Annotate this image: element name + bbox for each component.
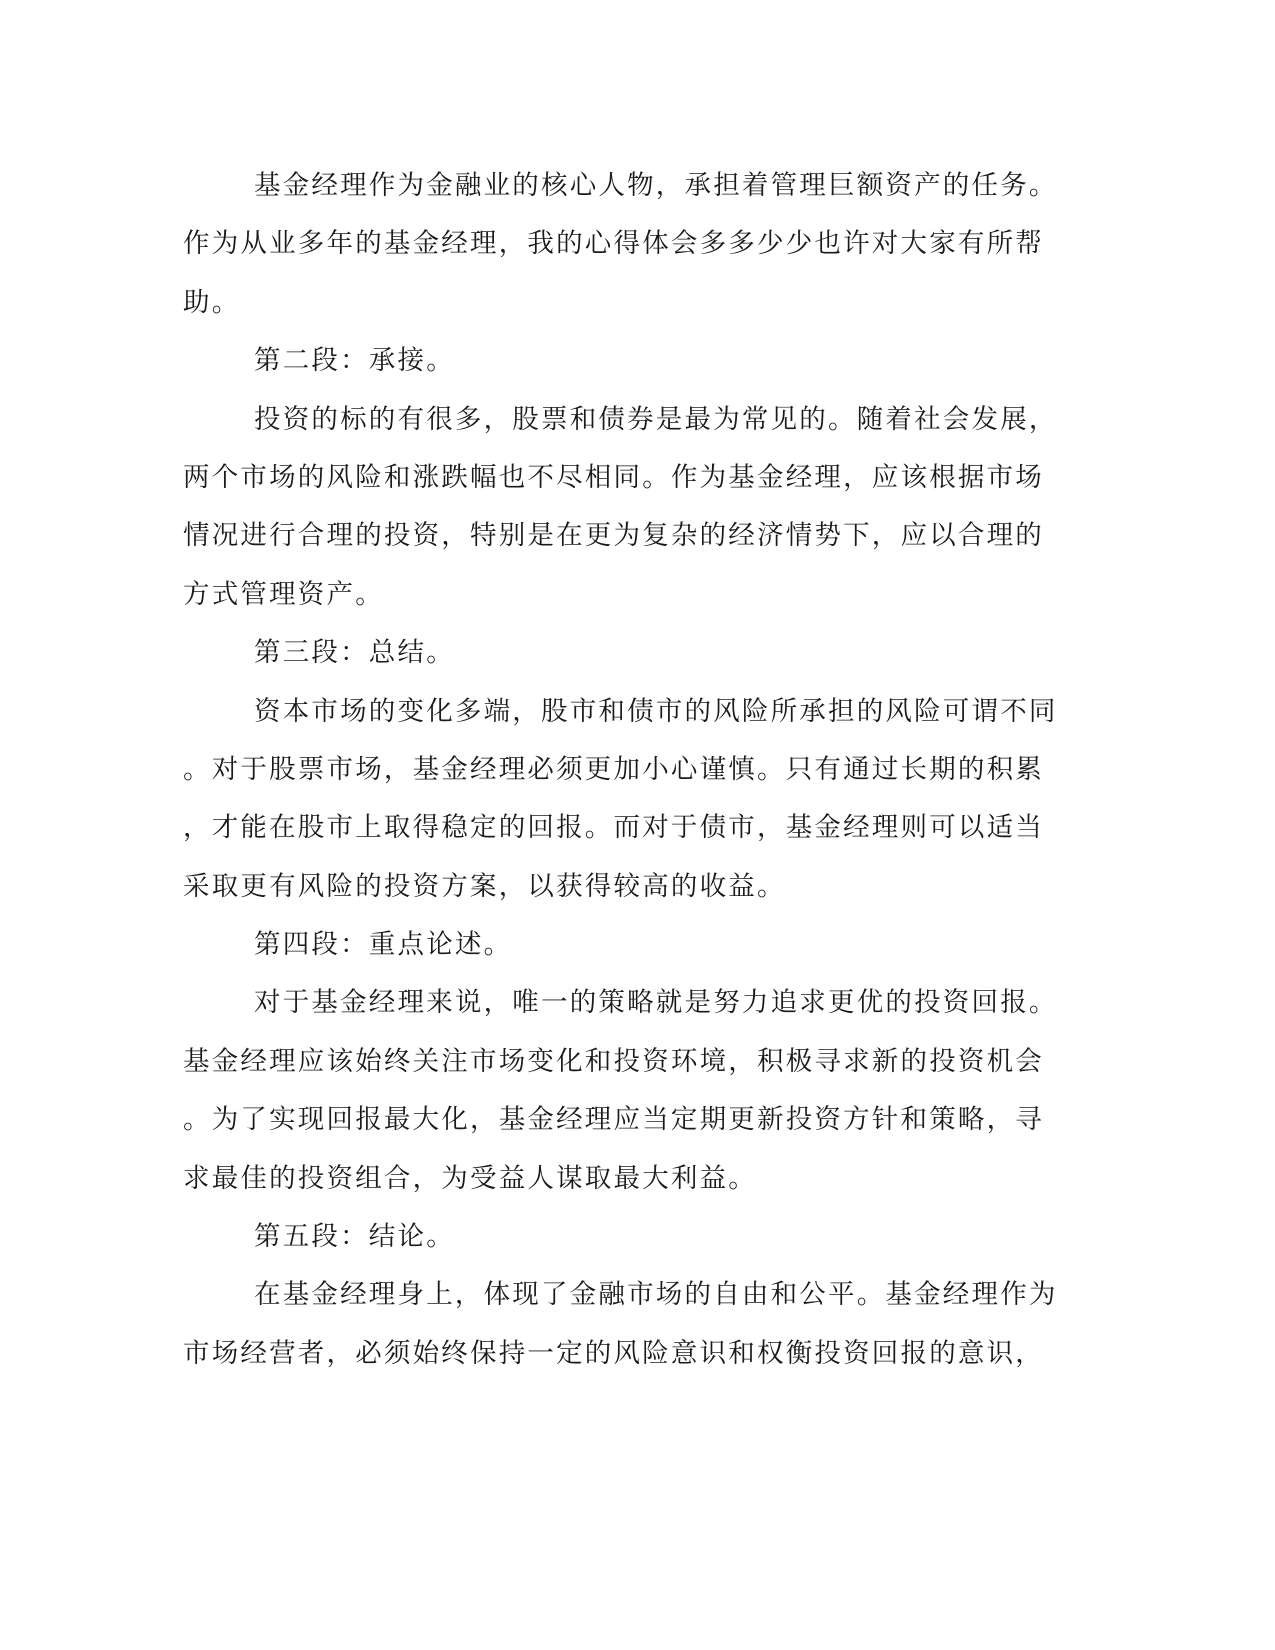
paragraph-line: 资本市场的变化多端，股市和债市的风险所承担的风险可谓不同 bbox=[254, 695, 1058, 727]
paragraph-line: 。为了实现回报最大化，基金经理应当定期更新投资方针和策略，寻 bbox=[183, 1104, 1044, 1136]
section-heading: 第三段：总结。 bbox=[254, 637, 455, 669]
section-heading: 第二段：承接。 bbox=[254, 345, 455, 377]
paragraph-line: 作为从业多年的基金经理，我的心得体会多多少少也许对大家有所帮 bbox=[183, 228, 1044, 260]
paragraph-line: 情况进行合理的投资，特别是在更为复杂的经济情势下，应以合理的 bbox=[183, 520, 1044, 552]
paragraph-line: 基金经理作为金融业的核心人物，承担着管理巨额资产的任务。 bbox=[254, 170, 1058, 201]
paragraph-line: 。对于股票市场，基金经理必须更加小心谨慎。只有通过长期的积累 bbox=[183, 753, 1044, 785]
document-body bbox=[183, 157, 1058, 1383]
paragraph-line: 在基金经理身上，体现了金融市场的自由和公平。基金经理作为 bbox=[254, 1279, 1058, 1311]
paragraph-line: 对于基金经理来说，唯一的策略就是努力追求更优的投资回报。 bbox=[254, 987, 1058, 1019]
paragraph-line: 投资的标的有很多，股票和债券是最为常见的。随着社会发展， bbox=[254, 403, 1058, 435]
paragraph-line: 求最佳的投资组合，为受益人谋取最大利益。 bbox=[183, 1162, 757, 1194]
paragraph-line: 采取更有风险的投资方案，以获得较高的收益。 bbox=[183, 870, 786, 902]
paragraph-line: ，才能在股市上取得稳定的回报。而对于债市，基金经理则可以适当 bbox=[183, 812, 1044, 844]
section-heading: 第四段：重点论述。 bbox=[254, 929, 513, 961]
paragraph-line: 两个市场的风险和涨跌幅也不尽相同。作为基金经理，应该根据市场 bbox=[183, 461, 1044, 493]
paragraph-line: 市场经营者，必须始终保持一定的风险意识和权衡投资回报的意识， bbox=[183, 1337, 1044, 1369]
paragraph-line: 基金经理应该始终关注市场变化和投资环境，积极寻求新的投资机会 bbox=[183, 1045, 1044, 1077]
section-heading: 第五段：结论。 bbox=[254, 1221, 455, 1253]
paragraph-line: 助。 bbox=[183, 286, 241, 318]
paragraph-line: 方式管理资产。 bbox=[183, 578, 384, 610]
